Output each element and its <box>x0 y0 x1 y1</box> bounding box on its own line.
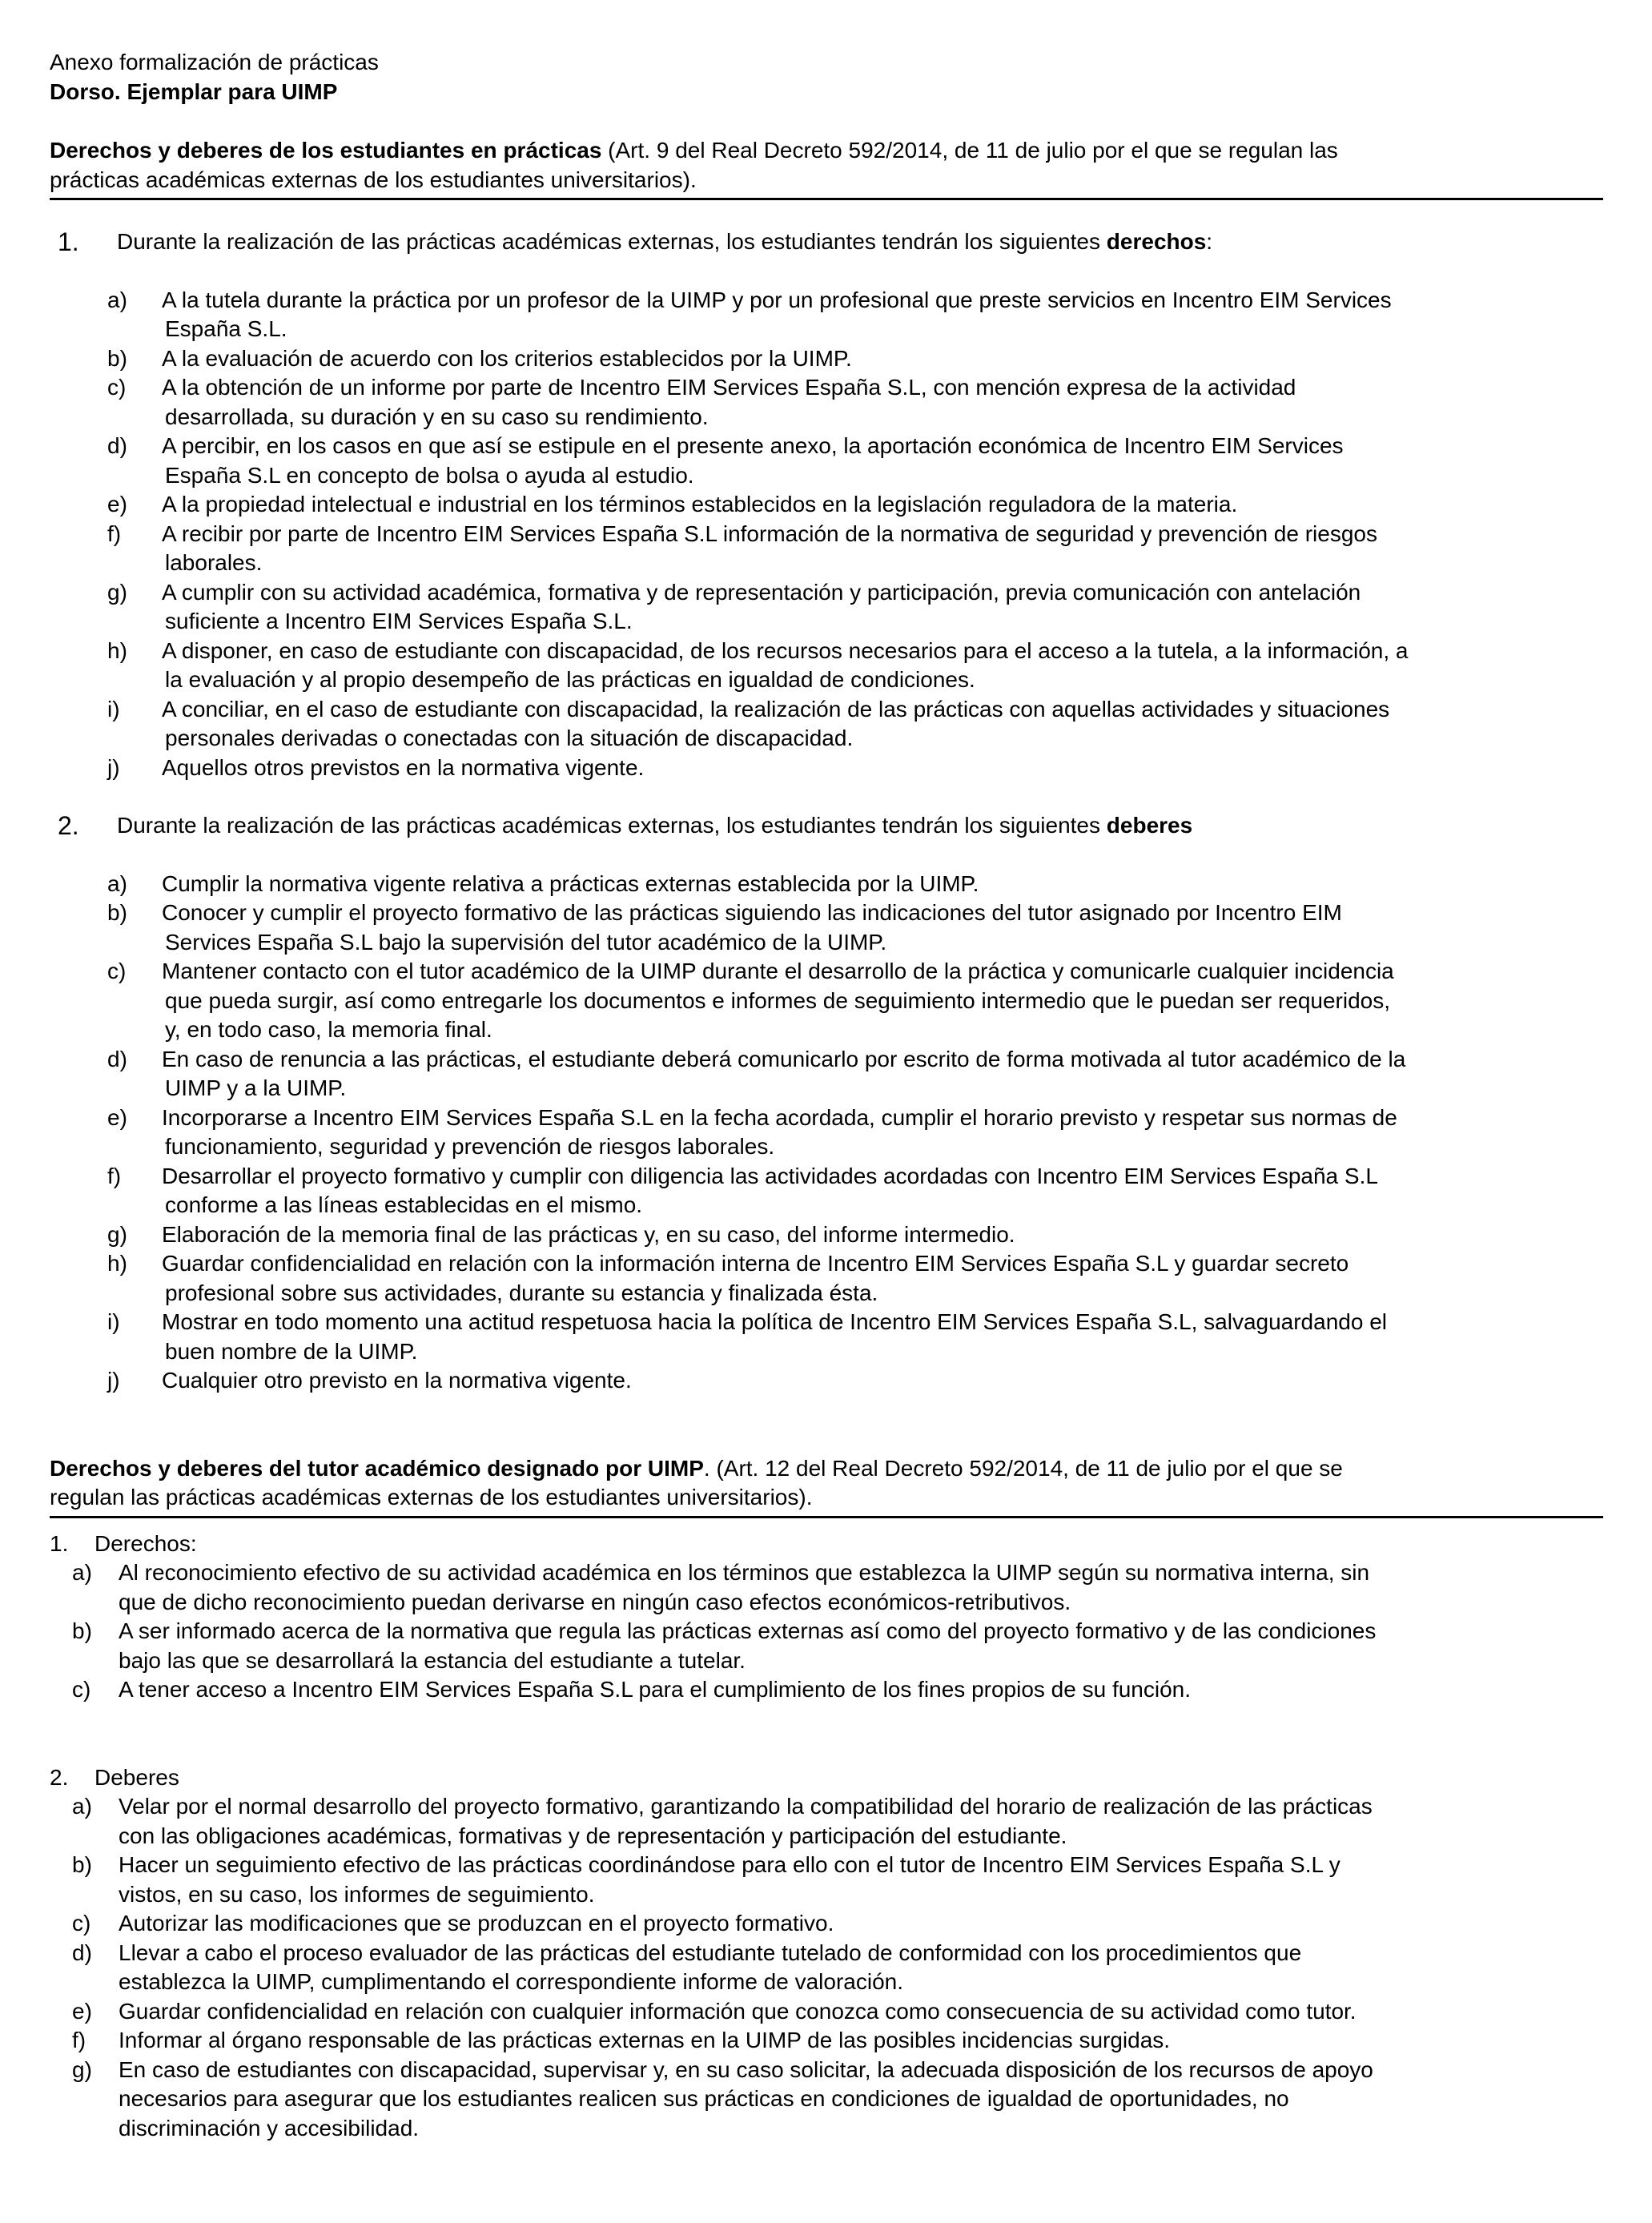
student-right-item <box>50 754 1603 783</box>
students-section-heading <box>50 136 1603 195</box>
student-duty-item <box>50 1308 1603 1366</box>
item-text-line: Velar por el normal desarrollo del proyecto formativo, garantizando la compatibilidad del horario de realización de las prácticas <box>119 1794 1373 1819</box>
item-letter: d) <box>107 1046 127 1071</box>
item-text-line: la evaluación y al propio desempeño de las prácticas en igualdad de condiciones. <box>165 667 975 692</box>
item-letter: h) <box>107 1251 127 1276</box>
tutor-section-heading <box>50 1454 1603 1513</box>
item-text-line: conforme a las líneas establecidas en el mismo. <box>165 1192 643 1217</box>
item-text-line: Llevar a cabo el proceso evaluador de las prácticas del estudiante tutelado de conformidad con los procedimientos que <box>119 1940 1302 1965</box>
item-text-line: A percibir, en los casos en que así se estipule en el presente anexo, la aportación económica de Incentro EIM Services <box>162 433 1344 458</box>
item-text-line: Desarrollar el proyecto formativo y cumplir con diligencia las actividades acordadas con Incentro EIM Services España S.L <box>162 1163 1378 1188</box>
item-text-line: con las obligaciones académicas, formativas y de representación y participación del estudiante. <box>119 1823 1067 1848</box>
item-text-line: desarrollada, su duración y en su caso su rendimiento. <box>165 404 709 429</box>
tutor-right-item <box>50 1675 1603 1705</box>
item-letter: i) <box>107 1309 120 1334</box>
students-rights-list <box>50 286 1603 783</box>
student-right-item <box>50 344 1603 374</box>
section-number: 2. <box>50 1764 69 1790</box>
item-text-line: Mantener contacto con el tutor académico de la UIMP durante el desarrollo de la práctica y comunicarle cualquier incidencia <box>162 959 1394 983</box>
item-letter: g) <box>107 579 127 605</box>
tutor-duty-item <box>50 2026 1603 2056</box>
item-text-line: establezca la UIMP, cumplimentando el correspondiente informe de valoración. <box>119 1969 904 1994</box>
item-letter: f) <box>72 2028 86 2052</box>
item-text-line: Mostrar en todo momento una actitud respetuosa hacia la política de Incentro EIM Services España S.L, salvaguardando el <box>162 1309 1387 1334</box>
tutor-heading-bold: Derechos y deberes del tutor académico designado por UIMP <box>50 1455 704 1481</box>
item-text-line: Cualquier otro previsto en la normativa vigente. <box>162 1368 632 1393</box>
item-text-line: Informar al órgano responsable de las prácticas externas en la UIMP de las posibles incidencias surgidas. <box>119 2028 1171 2052</box>
section-number: 1. <box>50 1530 69 1556</box>
item-text-line: Incorporarse a Incentro EIM Services España S.L en la fecha acordada, cumplir el horario previsto y respetar sus normas de <box>162 1104 1397 1130</box>
tutor-rights-list <box>50 1558 1603 1705</box>
item-letter: a) <box>72 1560 92 1585</box>
students-heading-bold: Derechos y deberes de los estudiantes en prácticas <box>50 138 602 163</box>
item-letter: c) <box>72 1911 91 1936</box>
student-right-item <box>50 373 1603 432</box>
item-text-line: UIMP y a la UIMP. <box>165 1075 347 1100</box>
item-text-line: Autorizar las modificaciones que se produzcan en el proyecto formativo. <box>119 1911 834 1936</box>
item-letter: c) <box>107 959 127 983</box>
student-duty-item <box>50 870 1603 899</box>
document-page <box>50 48 1603 2143</box>
item-letter: a) <box>72 1794 92 1819</box>
tutor-duties-list <box>50 1792 1603 2143</box>
item-text-line: En caso de estudiantes con discapacidad, supervisar y, en su caso solicitar, la adecuada disposición de los recursos de apoyo <box>119 2056 1373 2082</box>
item-letter: e) <box>107 492 127 517</box>
tutor-duty-item <box>50 1792 1603 1851</box>
tutor-rights-label: 1. Derechos: <box>50 1530 1603 1559</box>
tutor-right-item <box>50 1617 1603 1675</box>
item-letter: i) <box>107 696 120 722</box>
tutor-heading-ref-cont: regulan las prácticas académicas externas de los estudiantes universitarios). <box>50 1485 813 1509</box>
item-letter: e) <box>72 1998 92 2024</box>
item-text-line: que pueda surgir, así como entregarle los documentos e informes de seguimiento intermedio que le puedan ser requeridos, <box>165 987 1391 1013</box>
tutor-right-item <box>50 1558 1603 1617</box>
student-duty-item <box>50 1045 1603 1103</box>
item-text-line: suficiente a Incentro EIM Services España S.L. <box>165 609 633 633</box>
item-text-line: vistos, en su caso, los informes de seguimiento. <box>119 1881 595 1907</box>
item-letter: f) <box>107 1163 122 1188</box>
student-right-item <box>50 286 1603 344</box>
students-duties-intro: 2. Durante la realización de las prácticas académicas externas, los estudiantes tendrán los siguientes deberes <box>58 811 1193 840</box>
student-right-item <box>50 695 1603 754</box>
item-letter: d) <box>107 433 127 458</box>
item-text-line: A tener acceso a Incentro EIM Services España S.L para el cumplimiento de los fines propios de su función. <box>119 1677 1192 1702</box>
student-duty-item <box>50 1249 1603 1308</box>
item-letter: a) <box>107 287 127 312</box>
student-right-item <box>50 578 1603 637</box>
item-letter: d) <box>72 1940 92 1965</box>
copy-label: Dorso. Ejemplar para UIMP <box>50 78 338 104</box>
item-letter: c) <box>72 1677 91 1702</box>
item-text-line: A cumplir con su actividad académica, formativa y de representación y participación, previa comunicación con antelación <box>162 579 1361 605</box>
item-text-line: personales derivadas o conectadas con la situación de discapacidad. <box>165 726 854 750</box>
students-heading-ref-cont: prácticas académicas externas de los estudiantes universitarios). <box>50 167 697 192</box>
item-text-line: Al reconocimiento efectivo de su actividad académica en los términos que establezca la UIMP según su normativa interna, sin <box>119 1560 1370 1585</box>
students-duties-list <box>50 870 1603 1396</box>
item-text-line: Guardar confidencialidad en relación con la información interna de Incentro EIM Services España S.L y guardar secreto <box>162 1251 1349 1276</box>
student-duty-item <box>50 1162 1603 1220</box>
tutor-heading-ref: . (Art. 12 del Real Decreto 592/2014, de 11 de julio por el que se <box>703 1455 1343 1481</box>
rights-keyword: derechos <box>1106 229 1207 254</box>
item-letter: j) <box>107 754 120 780</box>
item-text-line: A recibir por parte de Incentro EIM Services España S.L información de la normativa de seguridad y prevención de riesgos <box>162 521 1377 546</box>
item-text-line: Guardar confidencialidad en relación con cualquier información que conozca como consecuencia de su actividad como tutor. <box>119 1998 1357 2024</box>
item-text-line: buen nombre de la UIMP. <box>165 1338 418 1364</box>
student-right-item <box>50 637 1603 695</box>
tutor-duty-item <box>50 1909 1603 1939</box>
item-text-line: A la propiedad intelectual e industrial en los términos establecidos en la legislación reguladora de la materia. <box>162 492 1238 517</box>
student-duty-item <box>50 1103 1603 1162</box>
item-text-line: A la obtención de un informe por parte de Incentro EIM Services España S.L, con mención expresa de la actividad <box>162 375 1296 400</box>
students-rights-intro: 1. Durante la realización de las prácticas académicas externas, los estudiantes tendrán los siguientes derechos: <box>58 227 1213 256</box>
tutor-duties-label: 2. Deberes <box>50 1763 1603 1793</box>
item-text-line: Elaboración de la memoria final de las prácticas y, en su caso, del informe intermedio. <box>162 1221 1015 1247</box>
annex-title: Anexo formalización de prácticas <box>50 50 379 74</box>
item-text-line: Hacer un seguimiento efectivo de las prácticas coordinándose para ello con el tutor de Incentro EIM Services España S.L y <box>119 1852 1340 1877</box>
item-letter: a) <box>107 870 127 896</box>
students-heading-ref: (Art. 9 del Real Decreto 592/2014, de 11 de julio por el que se regulan las <box>601 138 1338 163</box>
item-letter: c) <box>107 375 127 400</box>
item-letter: b) <box>107 345 127 371</box>
student-duty-item <box>50 898 1603 957</box>
item-text-line: A la evaluación de acuerdo con los criterios establecidos por la UIMP. <box>162 345 852 371</box>
student-right-item <box>50 432 1603 490</box>
item-text-line: y, en todo caso, la memoria final. <box>165 1017 492 1042</box>
item-letter: g) <box>72 2056 92 2082</box>
item-text-line: que de dicho reconocimiento puedan derivarse en ningún caso efectos económicos-retributivos. <box>119 1589 1071 1614</box>
duties-keyword: deberes <box>1106 813 1193 838</box>
student-right-item <box>50 520 1603 578</box>
item-letter: j) <box>107 1368 120 1393</box>
item-text-line: A la tutela durante la práctica por un profesor de la UIMP y por un profesional que preste servicios en Incentro EIM Services <box>162 287 1392 312</box>
tutor-duty-item <box>50 1997 1603 2027</box>
tutor-duty-item <box>50 1939 1603 1997</box>
tutor-duty-item <box>50 2056 1603 2144</box>
item-text-line: España S.L. <box>165 316 287 341</box>
item-text-line: Conocer y cumplir el proyecto formativo de las prácticas siguiendo las indicaciones del tutor asignado por Incentro EIM <box>162 900 1342 925</box>
student-duty-item <box>50 957 1603 1045</box>
item-text-line: España S.L en concepto de bolsa o ayuda al estudio. <box>165 462 694 488</box>
tutor-duty-item <box>50 1851 1603 1909</box>
item-letter: f) <box>107 521 122 546</box>
item-text-line: A conciliar, en el caso de estudiante con discapacidad, la realización de las prácticas con aquellas actividades y situaciones <box>162 696 1390 722</box>
student-duty-item <box>50 1220 1603 1250</box>
item-letter: b) <box>72 1618 92 1643</box>
item-text-line: Aquellos otros previstos en la normativa vigente. <box>162 754 645 780</box>
item-letter: e) <box>107 1104 127 1130</box>
item-letter: g) <box>107 1221 127 1247</box>
student-duty-item <box>50 1366 1603 1396</box>
item-letter: b) <box>72 1852 92 1877</box>
item-text-line: necesarios para asegurar que los estudiantes realicen sus prácticas en condiciones de igualdad de oportunidades, no <box>119 2086 1289 2111</box>
item-letter: b) <box>107 900 127 925</box>
item-text-line: bajo las que se desarrollará la estancia del estudiante a tutelar. <box>119 1647 746 1673</box>
item-text-line: A disponer, en caso de estudiante con discapacidad, de los recursos necesarios para el acceso a la tutela, a la información, a <box>162 637 1409 663</box>
item-text-line: profesional sobre sus actividades, durante su estancia y finalizada ésta. <box>165 1280 878 1305</box>
section-number: 2. <box>58 811 79 840</box>
item-text-line: Services España S.L bajo la supervisión del tutor académico de la UIMP. <box>165 929 887 955</box>
item-text-line: A ser informado acerca de la normativa que regula las prácticas externas así como del proyecto formativo y de las condiciones <box>119 1618 1377 1643</box>
section-number: 1. <box>58 227 79 256</box>
item-text-line: Cumplir la normativa vigente relativa a prácticas externas establecida por la UIMP. <box>162 870 979 896</box>
item-text-line: funcionamiento, seguridad y prevención de riesgos laborales. <box>165 1134 775 1159</box>
item-text-line: laborales. <box>165 550 263 575</box>
item-text-line: En caso de renuncia a las prácticas, el estudiante deberá comunicarlo por escrito de forma motivada al tutor académico de la <box>162 1046 1406 1071</box>
student-right-item <box>50 490 1603 520</box>
item-text-line: discriminación y accesibilidad. <box>119 2115 420 2141</box>
item-letter: h) <box>107 637 127 663</box>
